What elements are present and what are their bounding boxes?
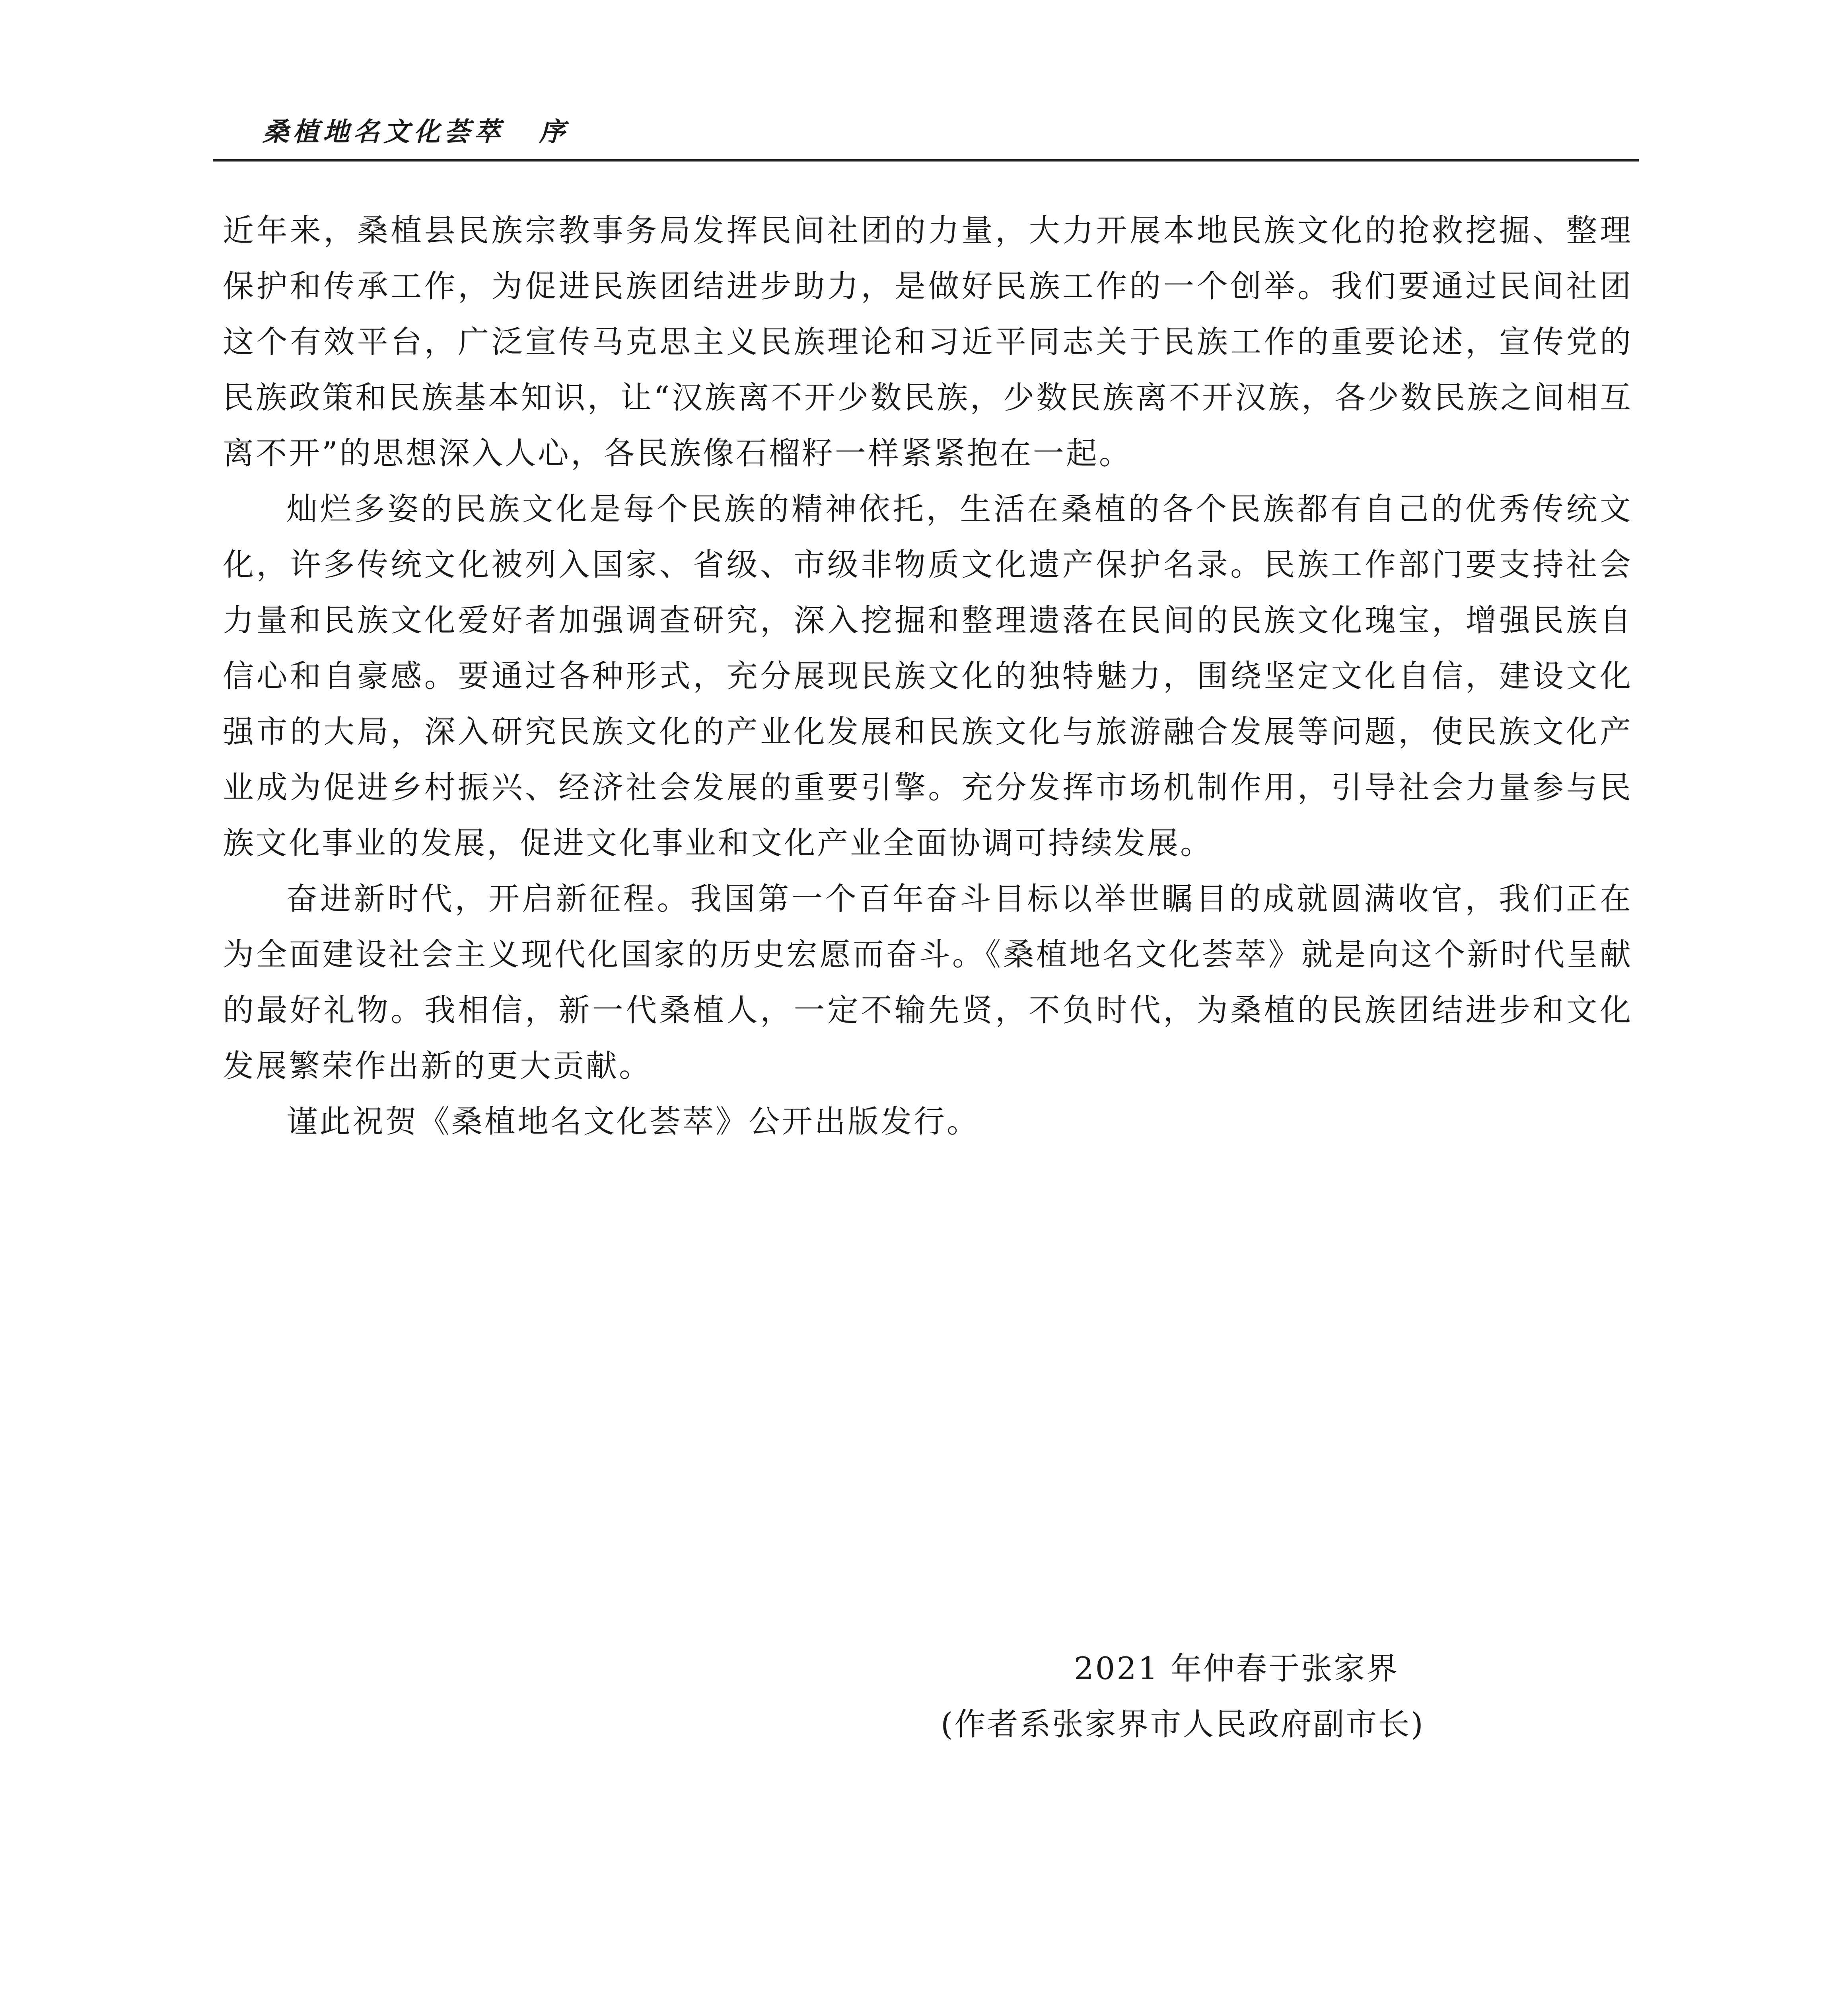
paragraph: 近年来，桑植县民族宗教事务局发挥民间社团的力量，大力开展本地民族文化的抢救挖掘、整理保护和传承工作，为促进民族团结进步助力，是做好民族工作的一个创举。我们要通过民间社团这个有效平台，广泛宣传马克思主义民族理论和习近平同志关于民族工作的重要论述，宣传党的民族政策和民族基本知识，让“汉族离不开少数民族，少数民族离不开汉族，各少数民族之间相互离不开”的思想深入人心，各民族像石榴籽一样紧紧抱在一起。 xyxy=(223,213,1633,471)
author-note: (作者系张家界市人民政府副市长) xyxy=(941,1707,1425,1742)
paragraph: 奋进新时代，开启新征程。我国第一个百年奋斗目标以举世瞩目的成就圆满收官，我们正在为全面建设社会主义现代化国家的历史宏愿而奋斗。《桑植地名文化荟萃》就是向这个新时代呈献的最好礼物。我相信，新一代桑植人，一定不输先贤，不负时代，为桑植的民族团结进步和文化发展繁荣作出新的更大贡献。 xyxy=(223,881,1633,1084)
signature-block xyxy=(927,1641,1563,1752)
paragraph: 谨此祝贺《桑植地名文化荟萃》公开出版发行。 xyxy=(286,1104,980,1140)
body-text xyxy=(223,203,1633,1150)
signature-date-place: 2021 年仲春于张家界 xyxy=(1074,1651,1399,1687)
running-head xyxy=(213,107,1639,162)
section-label: 序 xyxy=(539,117,565,147)
book-title: 桑植地名文化荟萃 xyxy=(263,117,504,147)
paragraph: 灿烂多姿的民族文化是每个民族的精神依托，生活在桑植的各个民族都有自己的优秀传统文化，许多传统文化被列入国家、省级、市级非物质文化遗产保护名录。民族工作部门要支持社会力量和民族文化爱好者加强调查研究，深入挖掘和整理遗落在民间的民族文化瑰宝，增强民族自信心和自豪感。要通过各种形式，充分展现民族文化的独特魅力，围绕坚定文化自信，建设文化强市的大局，深入研究民族文化的产业化发展和民族文化与旅游融合发展等问题，使民族文化产业成为促进乡村振兴、经济社会发展的重要引擎。充分发挥市场机制作用，引导社会力量参与民族文化事业的发展，促进文化事业和文化产业全面协调可持续发展。 xyxy=(223,491,1633,861)
